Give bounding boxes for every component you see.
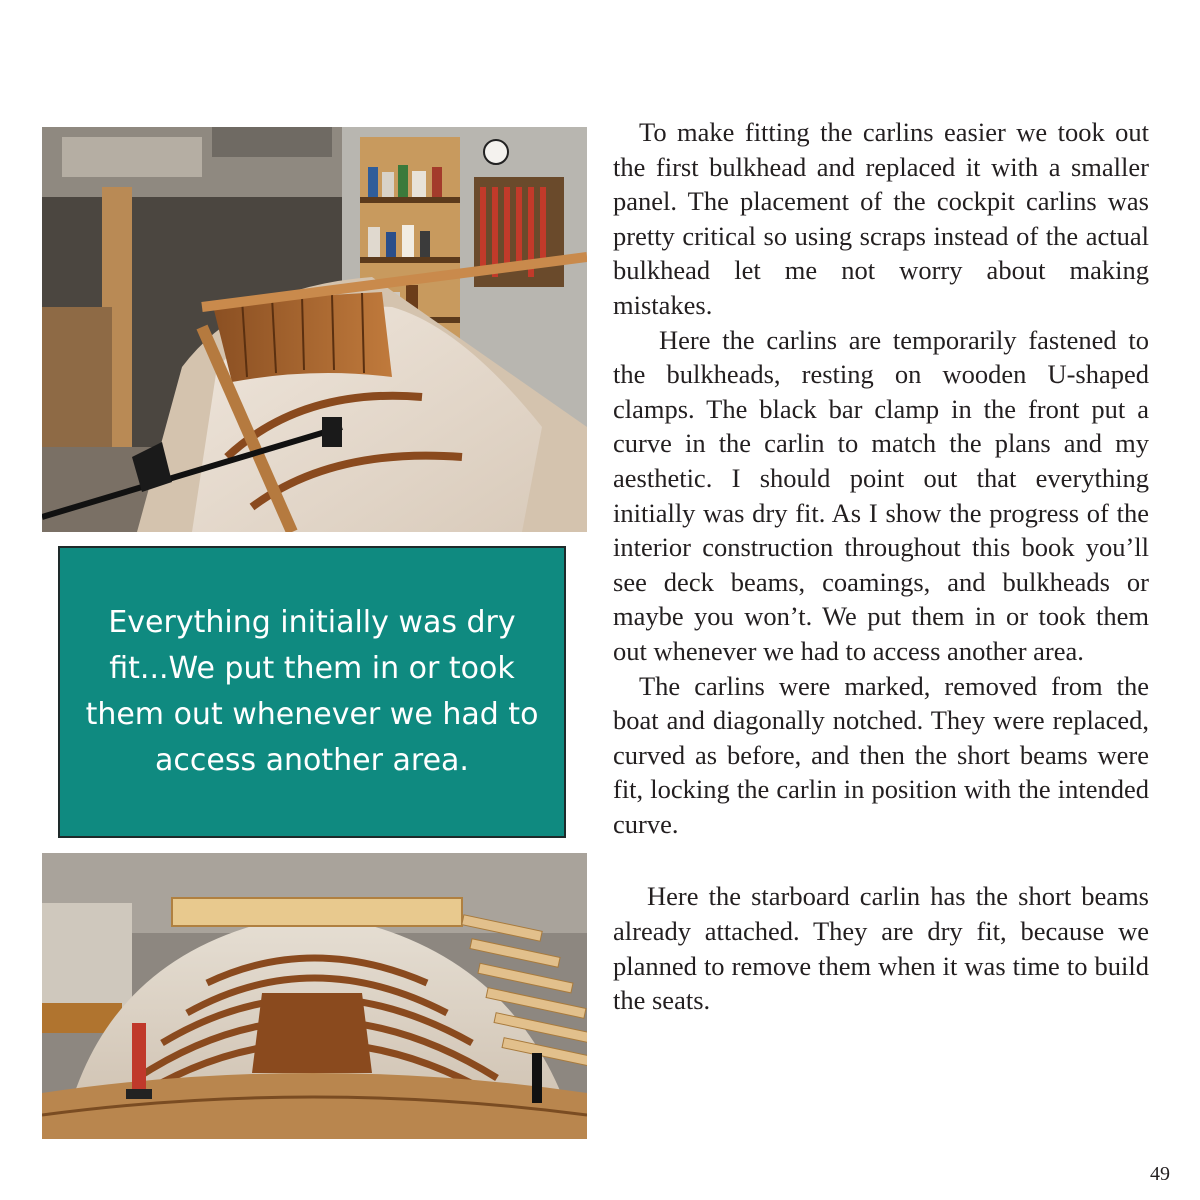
boat-workshop-illustration xyxy=(42,127,587,532)
body-text xyxy=(613,115,1149,1018)
pull-quote-box xyxy=(58,546,566,838)
page-number: 49 xyxy=(1150,1163,1170,1185)
body-paragraph: Here the starboard carlin has the short beams already attached. They are dry fit, because we planned to remove them when it was time to build the seats. xyxy=(613,881,1149,1016)
body-paragraph: Here the carlins are temporarily fastened to the bulkheads, resting on wooden U-shaped clamps. The black bar clamp in the front put a curve in the carlin to match the plans and my aesthetic. I should point out that everything initially was dry fit. As I show the progress of the interior construction throughout this book you’ll see deck beams, coamings, and bulkheads or maybe you won’t. We put them in or took them out whenever we had to access another area. xyxy=(613,324,1149,666)
boat-beams-photo xyxy=(42,853,587,1139)
boat-workshop-photo xyxy=(42,127,587,532)
body-paragraph: To make fitting the carlins easier we took out the first bulkhead and replaced it with a smaller panel. The placement of the cockpit carlins was pretty critical so using scraps instead of the actual bulkhead let me not worry about making mistakes. xyxy=(613,117,1149,320)
body-paragraph: The carlins were marked, removed from the boat and diagonally notched. They were replaced, curved as before, and then the short beams were fit, locking the carlin in position with the intended curve. xyxy=(613,670,1149,839)
boat-beams-illustration xyxy=(42,853,587,1139)
pull-quote-text: Everything initially was dry fit...We put them in or took them out whenever we had to access another area. xyxy=(85,605,539,778)
